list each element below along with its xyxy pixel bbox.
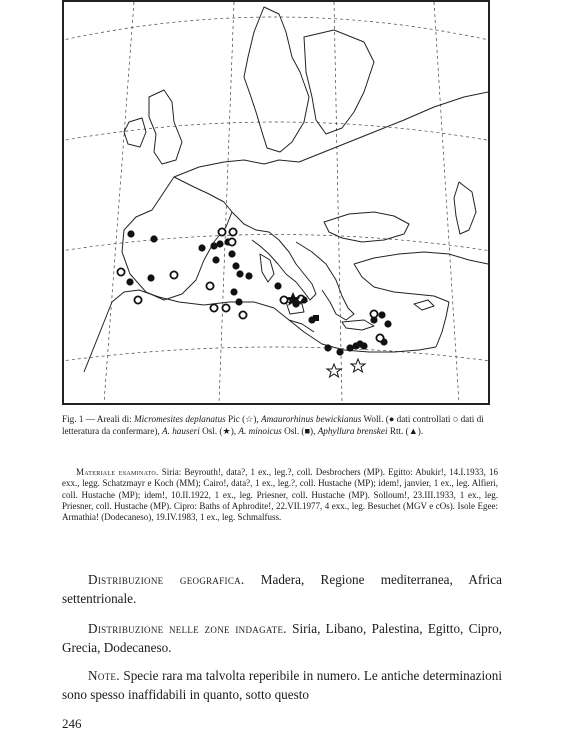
marker-controlled (360, 342, 367, 349)
marker-controlled (336, 348, 343, 355)
marker-controlled (212, 256, 219, 263)
marker-controlled (378, 311, 385, 318)
graticule (64, 2, 488, 403)
marker-literature (229, 228, 236, 235)
caption-species-1: Micromesites deplanatus (133, 414, 226, 424)
marker-controlled (126, 278, 133, 285)
caption-author-4: Osl. (■), (281, 425, 318, 436)
marker-literature (222, 304, 229, 311)
distribuzione-zone (62, 619, 502, 657)
caption-legend: (● dati controllati ○ dati di letteratura da confermare), (62, 414, 484, 436)
map-markers (117, 228, 391, 377)
marker-controlled (232, 262, 239, 269)
marker-controlled (274, 282, 281, 289)
marker-literature (376, 334, 383, 341)
marker-controlled (147, 274, 154, 281)
caption-species-3: A. hauseri (161, 425, 200, 436)
marker-controlled (127, 230, 134, 237)
materiale-heading: Materiale esaminato. (76, 467, 159, 477)
caption-author-3: Osl. (★), (199, 425, 239, 436)
nota-heading: Note. (88, 668, 120, 683)
caption-species-4: A. minoicus (238, 425, 282, 436)
marker-literature (239, 311, 246, 318)
marker-literature (370, 310, 377, 317)
marker-controlled (198, 244, 205, 251)
distribuzione-geografica (62, 570, 502, 608)
marker-literature (170, 271, 177, 278)
marker-minoicus-square (313, 315, 319, 321)
nota-text: Specie rara ma talvolta reperibile in numero. Le antiche determinazioni sono spesso inaffidabili in quanto, sotto questo (62, 668, 502, 702)
marker-controlled (236, 270, 243, 277)
marker-controlled (384, 320, 391, 327)
marker-controlled (245, 272, 252, 279)
marker-controlled (235, 298, 242, 305)
marker-literature (218, 228, 225, 235)
marker-controlled (230, 288, 237, 295)
distribuzione-geografica-heading: Distribuzione geografica. (88, 572, 245, 587)
marker-deplanatus-star (351, 359, 365, 372)
materiale-text: Siria: Beyrouth!, data?, 1 ex., leg.?, coll. Desbrochers (MP). Egitto: Abukir!, 14.I.1933, 16 exx., legg. Schatzmayr e Koch (MM); Cairo!, data?, 1 ex., leg.?, coll. Hustache (MP); idem!, janvier, 1 ex., leg. Alfieri, coll. Hustache (MP); idem!, 10.II.1922, 1 ex., leg. Priesner, coll. Hustache (MP). Solloum!, 23.III.1933, 1 ex., leg. Priesner, coll. Hustache (MP). Cipro: Baths of Aphrodite!, 22.VII.1977, 4 exx., leg. Besuchet (MGV e cOs). Isole Egee: Armathia! (Dodecaneso), 19.IV.1983, 1 ex., leg. Schmalfuss. (62, 467, 498, 523)
marker-literature (206, 282, 213, 289)
figure-caption (62, 414, 498, 437)
caption-author-1: Pic (☆), (225, 414, 262, 424)
caption-species-2: Amaurorhinus bewickianus (261, 414, 362, 424)
nota (62, 666, 502, 704)
materiale-esaminato (62, 467, 498, 523)
marker-controlled (228, 250, 235, 257)
distribuzione-zone-heading: Distribuzione nelle zone indagate. (88, 621, 287, 636)
marker-deplanatus-star (327, 364, 341, 377)
caption-species-5: Aphyllura brenskei (317, 425, 388, 436)
coastlines (84, 7, 488, 372)
marker-literature (210, 304, 217, 311)
marker-controlled (150, 235, 157, 242)
page-number: 246 (62, 716, 82, 731)
distribution-map (62, 0, 490, 405)
marker-controlled (324, 344, 331, 351)
caption-author-5: Rtt. (▲). (387, 425, 424, 436)
europe-mediterranean-map (64, 2, 488, 403)
caption-prefix: Fig. 1 — Areali di: (62, 414, 134, 424)
marker-literature (134, 296, 141, 303)
marker-literature (228, 238, 235, 245)
caption-author-2: Woll. (361, 414, 384, 424)
distribuzione-geografica-text: Madera, Regione mediterranea, Africa settentrionale. (62, 572, 502, 606)
marker-literature (117, 268, 124, 275)
distribuzione-zone-text: Siria, Libano, Palestina, Egitto, Cipro, Grecia, Dodecaneso. (62, 621, 502, 655)
marker-controlled (216, 240, 223, 247)
